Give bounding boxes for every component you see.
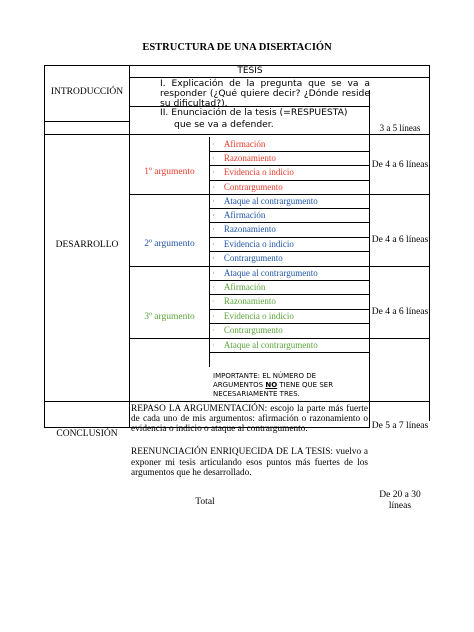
final-ataque: · Ataque al contrargumento [212, 340, 318, 350]
introduccion-label: INTRODUCCIÓN [50, 87, 124, 97]
arg2-afirmacion: · Afirmación [212, 210, 266, 220]
arg3-afirmacion: · Afirmación [212, 282, 266, 292]
bullet-icon: · [212, 283, 215, 292]
bullet-icon: · [212, 269, 215, 278]
arg1-contrargumento: · Contrargumento [212, 182, 283, 192]
bullet-icon: · [212, 312, 215, 321]
intro-lines: 3 a 5 líneas [379, 123, 421, 133]
intro-item-enunciacion-cont: que se va a defender. [174, 119, 274, 130]
arg3-evidencia: · Evidencia o indicio [212, 311, 294, 321]
bullet-icon: · [212, 297, 215, 306]
arg3-lines: De 4 a 6 líneas [371, 307, 429, 317]
bullet-icon: · [212, 225, 215, 234]
tesis-header: TESIS [237, 66, 263, 76]
arg2-razonamiento: · Razonamiento [212, 224, 276, 234]
document-title: ESTRUCTURA DE UNA DISERTACIÓN [142, 42, 332, 53]
conclusion-reenunciacion: REENUNCIACIÓN ENRIQUECIDA DE LA TESIS: vuelvo a exponer mi tesis articulando esos puntos más fuertes de los argumentos que he desarrollado. [131, 447, 368, 478]
intro-item-enunciacion: II. Enunciación de la tesis (=RESPUESTA) [160, 107, 348, 118]
bullet-icon: · [212, 140, 215, 149]
arg2-ataque: · Ataque al contrargumento [212, 196, 318, 206]
bullet-icon: · [212, 341, 215, 350]
bullet-icon: · [212, 240, 215, 249]
intro-item-explicacion: I. Explicación de la pregunta que se va a responder (¿Qué quiere decir? ¿Dónde reside su dificultad?). [160, 78, 370, 109]
total-label: Total [195, 497, 215, 507]
arg2-lines: De 4 a 6 líneas [371, 235, 429, 245]
argumento-1-label: 1º argumento [144, 167, 195, 177]
arg2-contrargumento: · Contrargumento [212, 253, 283, 263]
desarrollo-label: DESARROLLO [55, 240, 119, 250]
bullet-icon: · [212, 326, 215, 335]
argumento-2-label: 2º argumento [144, 239, 195, 249]
arg3-razonamiento: · Razonamiento [212, 296, 276, 306]
bullet-icon: · [212, 154, 215, 163]
arg1-afirmacion: · Afirmación [212, 139, 266, 149]
bullet-icon: · [212, 168, 215, 177]
arg1-lines: De 4 a 6 líneas [371, 160, 429, 170]
argumento-3-label: 3º argumento [144, 312, 195, 322]
total-lines: De 20 a 30 líneas [379, 490, 421, 511]
conclusion-lines: De 5 a 7 líneas [371, 421, 429, 431]
arg1-razonamiento: · Razonamiento [212, 153, 276, 163]
arg2-evidencia: · Evidencia o indicio [212, 239, 294, 249]
importante-note: IMPORTANTE: EL NÚMERO DE ARGUMENTOS NO TIENE QUE SER NECESARIAMENTE TRES. [213, 372, 334, 398]
conclusion-label: CONCLUSIÓN [56, 429, 118, 439]
arg3-ataque: · Ataque al contrargumento [212, 268, 318, 278]
arg1-evidencia: · Evidencia o indicio [212, 167, 294, 177]
bullet-icon: · [212, 183, 215, 192]
bullet-icon: · [212, 254, 215, 263]
bullet-icon: · [212, 197, 215, 206]
arg3-contrargumento: · Contrargumento [212, 325, 283, 335]
bullet-icon: · [212, 211, 215, 220]
conclusion-repaso: REPASO LA ARGUMENTACIÓN: escojo la parte más fuerte de cada uno de mis argumentos: afirmación o razonamiento o evidencia o indicio o ataque al contrargumento. [131, 404, 368, 434]
